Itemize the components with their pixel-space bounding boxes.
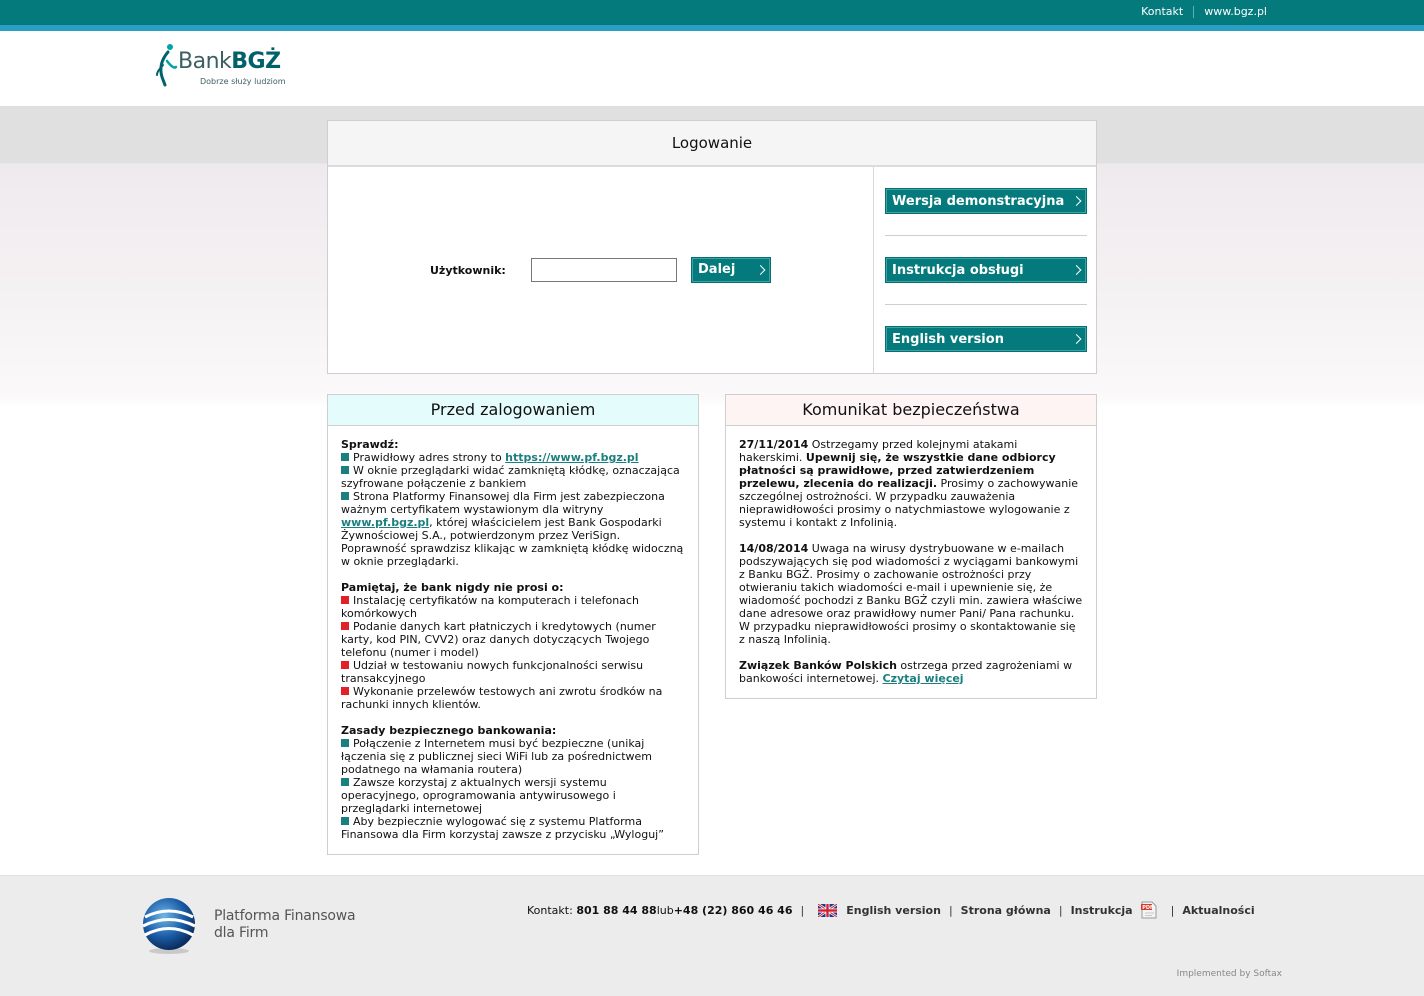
never-heading: Pamiętaj, że bank nigdy nie prosi o: — [341, 581, 564, 594]
before-login-content — [328, 426, 698, 841]
bank-logo-figure-icon — [156, 43, 178, 87]
footer-home-link[interactable]: Strona główna — [960, 903, 1051, 917]
chevron-right-icon — [1072, 334, 1082, 344]
footer — [0, 875, 1424, 996]
list-item: Aby bezpiecznie wylogować się z systemu Platforma Finansowa dla Firm korzystaj zawsze z przycisku „Wyloguj” — [341, 815, 664, 841]
list-item: Instalację certyfikatów na komputerach i telefonach komórkowych — [341, 594, 639, 620]
login-title: Logowanie — [328, 121, 1096, 167]
chevron-right-icon — [756, 265, 766, 275]
user-manual-label: Instrukcja obsługi — [892, 263, 1024, 278]
teal-bullet-icon — [341, 492, 349, 500]
footer-news-link[interactable]: Aktualności — [1182, 903, 1255, 917]
list-item: Wykonanie przelewów testowych ani zwrotu środków na rachunki innych klientów. — [341, 685, 663, 711]
list-item: Prawidłowy adres strony to https://www.pf.bgz.pl — [341, 451, 685, 464]
pf-url-link[interactable]: https://www.pf.bgz.pl — [505, 451, 639, 464]
login-side-links — [875, 167, 1096, 373]
login-panel — [327, 120, 1097, 374]
red-bullet-icon — [341, 596, 349, 604]
side-divider — [885, 304, 1087, 305]
bgz-site-link[interactable]: www.bgz.pl — [1204, 5, 1267, 18]
teal-bullet-icon — [341, 778, 349, 786]
next-button-label: Dalej — [698, 262, 736, 277]
contact-link[interactable]: Kontakt — [1141, 5, 1184, 18]
contact-label: Kontakt: — [527, 903, 573, 917]
before-login-box — [327, 394, 699, 855]
chevron-right-icon — [1072, 265, 1082, 275]
uk-flag-icon — [818, 904, 837, 917]
platforma-name: Platforma Finansowa dla Firm — [214, 908, 356, 941]
security-notice-content — [726, 426, 1096, 685]
username-label: Użytkownik: — [430, 264, 506, 277]
red-bullet-icon — [341, 622, 349, 630]
teal-bullet-icon — [341, 453, 349, 461]
read-more-link[interactable]: Czytaj więcej — [882, 672, 964, 685]
header — [0, 31, 1424, 107]
notice-item: Związek Banków Polskich ostrzega przed zagrożeniami w bankowości internetowej. Czytaj więcej — [739, 659, 1073, 685]
footer-english-link[interactable]: English version — [846, 903, 941, 917]
notice-item: 27/11/2014 Ostrzegamy przed kolejnymi atakami hakerskimi. Upewnij się, że wszystkie dane odbiorcy płatności są prawidłowe, przed zatwierdzeniem przelewu, zlecenia do realizacji. Prosimy o zachowywanie szczególnej ostrożności. W przypadku zauważenia nieprawidłowości prosimy o natychmiastowe wylogowanie z systemu i kontakt z Infolinią. — [739, 438, 1079, 529]
teal-bullet-icon — [341, 817, 349, 825]
list-item: W oknie przeglądarki widać zamkniętą kłódkę, oznaczająca szyfrowane połączenie z bankiem — [341, 464, 680, 490]
or-text: lub — [656, 903, 674, 917]
list-item: Zawsze korzystaj z aktualnych wersji systemu operacyjnego, oprogramowania antywirusowego i przeglądarki internetowej — [341, 776, 616, 815]
pdf-icon[interactable] — [1141, 901, 1157, 919]
chevron-right-icon — [1072, 196, 1082, 206]
list-item: Podanie danych kart płatniczych i kredytowych (numer karty, kod PIN, CVV2) oraz danych dotyczących Twojego telefonu (numer i model) — [341, 620, 656, 659]
footer-manual-link[interactable]: Instrukcja — [1070, 903, 1133, 917]
list-item: Strona Platformy Finansowej dla Firm jest zabezpieczona ważnym certyfikatem wystawionym dla witryny www.pf.bgz.pl, której właścicielem jest Bank Gospodarki Żywnościowej S.A., potwierdzonym przez VeriSign. Poprawność sprawdzisz klikając w zamkniętą kłódkę widoczną w oknie przeglądarki. — [341, 490, 684, 568]
bank-logo[interactable] — [156, 43, 296, 89]
teal-bullet-icon — [341, 466, 349, 474]
username-input[interactable] — [531, 258, 677, 282]
demo-version-label: Wersja demonstracyjna — [892, 194, 1065, 209]
teal-bullet-icon — [341, 739, 349, 747]
red-bullet-icon — [341, 661, 349, 669]
top-bar — [0, 0, 1424, 25]
before-login-title: Przed zalogowaniem — [328, 395, 698, 426]
user-manual-button[interactable] — [885, 257, 1087, 283]
rules-heading: Zasady bezpiecznego bankowania: — [341, 724, 557, 737]
english-version-label: English version — [892, 332, 1004, 347]
security-notice-title: Komunikat bezpieczeństwa — [726, 395, 1096, 426]
implemented-by[interactable]: Implemented by Softax — [1176, 969, 1282, 979]
pf-site-link[interactable]: www.pf.bgz.pl — [341, 516, 430, 529]
demo-version-button[interactable] — [885, 188, 1087, 214]
english-version-button[interactable] — [885, 326, 1087, 352]
bank-logo-text: BankBGŻ — [178, 49, 281, 74]
list-item: Udział w testowaniu nowych funkcjonalności serwisu transakcyjnego — [341, 659, 644, 685]
next-button[interactable] — [691, 257, 771, 283]
footer-links: Kontakt: 801 88 44 88 lub +48 (22) 860 46 46 | English version | Strona główna | Instrukcja PDF | Aktualności — [527, 901, 1255, 919]
top-links — [1141, 5, 1267, 18]
phone-number-2: +48 (22) 860 46 46 — [673, 903, 793, 917]
login-form — [328, 167, 874, 373]
red-bullet-icon — [341, 687, 349, 695]
phone-number-1: 801 88 44 88 — [576, 903, 657, 917]
check-heading: Sprawdź: — [341, 438, 399, 451]
notice-item: 14/08/2014 Uwaga na wirusy dystrybuowane w e-mailach podszywających się pod wiadomości z wyciągami bankowymi z Banku BGŻ. Prosimy o zachowanie ostrożności przy otwieraniu takich wiadomości e-mail i upewnienie się, że wiadomość pochodzi z Banku BGŻ czyli min. zawiera właściwe dane adresowe oraz prawidłowy numer Pani/ Pana rachunku. W przypadku nieprawidłowości prosimy o skontaktowanie się z naszą Infolinią. — [739, 542, 1083, 646]
security-notice-box — [725, 394, 1097, 699]
side-divider — [885, 235, 1087, 236]
list-item: Połączenie z Internetem musi być bezpieczne (unikaj łączenia się z publicznej sieci WiFi lub za pośrednictwem podatnego na włamania routera) — [341, 737, 652, 776]
bank-tagline: Dobrze służy ludziom — [200, 77, 286, 86]
platforma-globe-icon — [141, 897, 197, 955]
top-links-separator — [1193, 6, 1194, 18]
svg-text:PDF: PDF — [1141, 905, 1154, 911]
